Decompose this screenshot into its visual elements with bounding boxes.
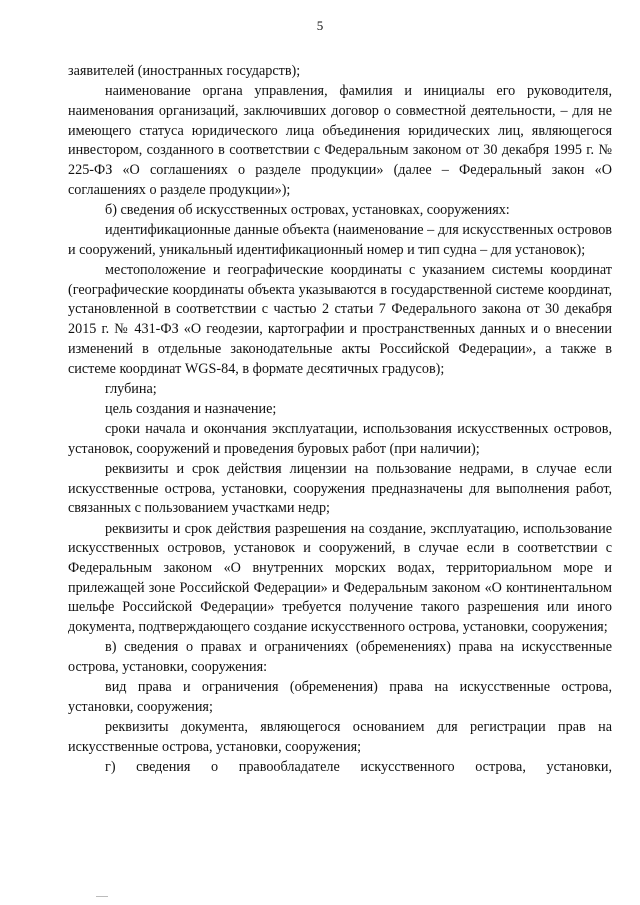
- paragraph: в) сведения о правах и ограничениях (обременениях) права на искусственные острова, установки, сооружения:: [68, 639, 612, 676]
- paragraph: местоположение и географические координаты с указанием системы координат (географические координаты объекта указываются в государственной системе координат, установленной в соответствии с частью 2 статьи 7 Федерального закона от 30 декабря 2015 г. № 431-ФЗ «О геодезии, картографии и пространственных данных и о внесении изменений в отдельные законодательные акты Российской Федерации», а также в системе координат WGS-84, в формате десятичных градусов);: [68, 262, 612, 377]
- paragraph: глубина;: [105, 380, 157, 397]
- paragraph: реквизиты документа, являющегося основанием для регистрации прав на искусственные острова, установки, сооружения;: [68, 719, 612, 755]
- scan-artifact: [96, 896, 108, 897]
- paragraph: заявителей (иностранных государств);: [68, 63, 301, 79]
- paragraph: реквизиты и срок действия лицензии на пользование недрами, в случае если искусственные острова, установки, сооружения предназначены для выполнения работ, связанных с пользованием участками недр;: [68, 461, 612, 517]
- paragraph: вид права и ограничения (обременения) права на искусственные острова, установки, сооружения;: [68, 679, 612, 715]
- paragraph: наименование органа управления, фамилия и инициалы его руководителя, наименования организаций, заключивших договор о совместной деятельности, – для не имеющего статуса юридического лица объединения юридических лиц, являющегося инвестором, созданного в соответствии с Федеральным законом от 30 декабря 1995 г. № 225-ФЗ «О соглашениях о разделе продукции» (далее – Федеральный закон «О соглашениях о разделе продукции»);: [68, 83, 612, 198]
- document-body: [68, 62, 612, 778]
- paragraph: реквизиты и срок действия разрешения на создание, эксплуатацию, использование искусственных островов, установок и сооружений, в случае если в соответствии с Федеральным законом «О внутренних морских водах, территориальном море и прилежащей зоне Российской Федерации» и Федеральным законом «О континентальном шельфе Российской Федерации» требуется получение такого разрешения или иного документа, подтверждающего создание искусственного острова, установки, сооружения;: [68, 520, 612, 636]
- paragraph: б) сведения об искусственных островах, установках, сооружениях:: [105, 201, 510, 218]
- paragraph: г) сведения о правообладателе искусственного острова, установки,: [105, 759, 612, 776]
- paragraph: сроки начала и окончания эксплуатации, использования искусственных островов, установок, сооружений и проведения буровых работ (при наличии);: [68, 421, 612, 457]
- paragraph: цель создания и назначение;: [105, 400, 277, 417]
- paragraph: идентификационные данные объекта (наименование – для искусственных островов и сооружений, уникальный идентификационный номер и тип судна – для установок);: [68, 222, 612, 258]
- page-number: 5: [316, 18, 324, 33]
